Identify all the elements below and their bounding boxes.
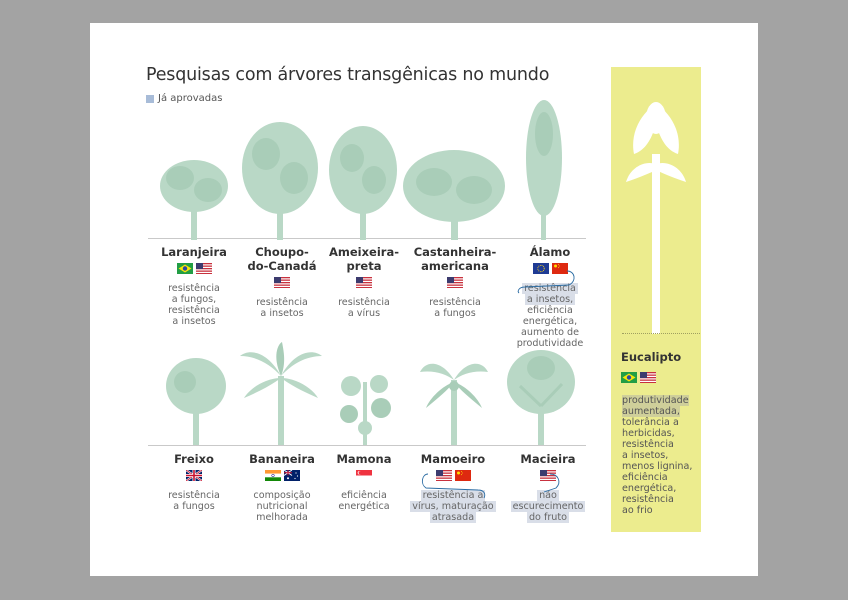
tree-col-orange (149, 245, 239, 327)
poplar-tree-illustration (524, 94, 564, 240)
desc-line: tolerância a (622, 417, 679, 428)
tree-name: Mamona (336, 452, 392, 466)
desc-line-approved: vírus, maturação (412, 501, 494, 512)
castor-plant-illustration (337, 372, 393, 445)
eucalyptus-description (622, 395, 700, 516)
desc-line-approved: escurecimento (512, 501, 584, 512)
desc-line: herbicidas, (622, 428, 675, 439)
ash-tree-illustration (165, 356, 227, 445)
tree-col-castor (319, 452, 409, 512)
usa-flag-icon (640, 372, 656, 383)
desc-line: resistência (256, 297, 308, 308)
desc-line-approved: aumentada, (622, 406, 680, 417)
desc-line: aumento de (521, 327, 579, 338)
tree-name-line: Ameixeira- (329, 245, 399, 259)
desc-line-approved: resistência (524, 283, 576, 294)
tree-name: Bananeira (249, 452, 315, 466)
orange-tree-illustration (158, 150, 230, 240)
usa-flag-icon (274, 277, 290, 288)
desc-line: resistência (622, 494, 674, 505)
tree-name (319, 245, 409, 273)
approved-swatch (146, 95, 154, 103)
tree-col-black-cherry (319, 245, 409, 319)
desc-line: energética (338, 501, 390, 512)
desc-line-approved: do fruto (528, 512, 568, 523)
tree-col-ash (149, 452, 239, 512)
cottonwood-tree-illustration (240, 118, 320, 240)
desc-line: energética, (622, 483, 677, 494)
desc-line: a fungos, (171, 294, 217, 305)
desc-line-approved: resistência a (422, 490, 484, 501)
desc-line: resistência (622, 439, 674, 450)
desc-line: melhorada (256, 512, 308, 523)
india-flag-icon (265, 470, 281, 481)
desc-line: resistência (168, 490, 220, 501)
black-cherry-tree-illustration (328, 120, 398, 240)
tree-name (237, 245, 327, 273)
tree-col-banana (237, 452, 327, 523)
desc-line: a fungos (434, 308, 476, 319)
eucalyptus-name: Eucalipto (621, 350, 682, 364)
desc-line: a fungos (173, 501, 215, 512)
tree-col-cottonwood (237, 245, 327, 319)
tree-name: Mamoeiro (420, 452, 486, 466)
brazil-flag-icon (621, 372, 637, 383)
eucalyptus-tree-illustration (620, 94, 692, 334)
desc-line: produtividade (516, 338, 584, 349)
brazil-flag-icon (177, 263, 193, 274)
desc-line: a insetos, (622, 450, 669, 461)
tree-name-line: do-Canadá (247, 259, 317, 273)
legend (146, 93, 222, 104)
poplar-approval-connector (515, 265, 585, 295)
tree-name-line: americana (421, 259, 489, 273)
desc-line: a vírus (347, 308, 381, 319)
row2-ground-line (148, 445, 586, 446)
eucalyptus-ground-line (622, 333, 700, 334)
singapore-flag-icon (356, 470, 372, 481)
desc-line-approved: produtividade (622, 395, 689, 406)
banana-tree-illustration (238, 342, 324, 445)
desc-line: energética, (522, 316, 578, 327)
american-chestnut-tree-illustration (402, 146, 507, 240)
page-title: Pesquisas com árvores transgênicas no mundo (146, 65, 550, 85)
desc-line: menos lignina, (622, 461, 693, 472)
tree-name: Macieira (520, 452, 576, 466)
desc-line: nutricional (256, 501, 308, 512)
apple-tree-illustration (504, 346, 578, 445)
desc-line: eficiência (527, 305, 573, 316)
tree-name: Laranjeira (161, 245, 227, 259)
tree-name: Freixo (174, 452, 214, 466)
tree-name (410, 245, 500, 273)
desc-line-approved: não (539, 490, 557, 501)
legend-label: Já aprovadas (158, 93, 223, 104)
tree-name: Álamo (529, 245, 571, 259)
papaya-tree-illustration (418, 352, 490, 445)
desc-line-approved: a insetos, (526, 294, 574, 305)
australia-flag-icon (284, 470, 300, 481)
papaya-approval-connector (418, 470, 488, 500)
desc-line: resistência (168, 305, 220, 316)
tree-name-line: Choupo- (255, 245, 309, 259)
desc-line: a insetos (260, 308, 304, 319)
desc-line: composição (253, 490, 311, 501)
usa-flag-icon (196, 263, 212, 274)
usa-flag-icon (356, 277, 372, 288)
tree-name-line: preta (346, 259, 382, 273)
apple-approval-connector (540, 470, 570, 500)
desc-line: resistência (429, 297, 481, 308)
desc-line: resistência (338, 297, 390, 308)
desc-line: a insetos (172, 316, 216, 327)
tree-name-line: Castanheira- (413, 245, 497, 259)
desc-line: ao frio (622, 505, 653, 516)
desc-line-approved: atrasada (431, 512, 475, 523)
desc-line: eficiência (622, 472, 668, 483)
tree-col-american-chestnut (410, 245, 500, 319)
usa-flag-icon (447, 277, 463, 288)
tree-col-poplar (505, 245, 595, 349)
desc-line: eficiência (341, 490, 387, 501)
desc-line: resistência (168, 283, 220, 294)
uk-flag-icon (186, 470, 202, 481)
